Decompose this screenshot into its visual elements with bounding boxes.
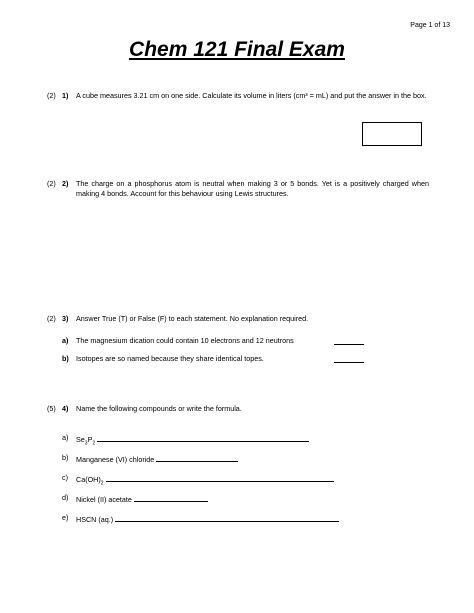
q3-item-letter: b) — [62, 354, 69, 363]
answer-line[interactable] — [134, 493, 208, 502]
q4-item-c — [76, 473, 334, 488]
answer-line[interactable] — [156, 453, 238, 462]
q3-marks: (2) — [47, 314, 56, 323]
q3-item-text: Isotopes are so named because they share identical topes. — [76, 354, 264, 363]
q3-text: Answer True (T) or False (F) to each statement. No explanation required. — [76, 314, 309, 323]
page-title: Chem 121 Final Exam — [129, 38, 345, 61]
answer-line[interactable] — [97, 433, 309, 442]
q3-item-text: The magnesium dication could contain 10 electrons and 12 neutrons — [76, 336, 294, 345]
formula-part: Ca(OH) — [76, 475, 101, 484]
answer-line[interactable] — [115, 513, 339, 522]
q4-item-letter: c) — [62, 473, 68, 482]
q4-item-a — [76, 433, 309, 448]
formula-subscript: 3 — [84, 440, 88, 447]
q4-text: Name the following compounds or write the formula. — [76, 404, 242, 413]
q2-text: The charge on a phosphorus atom is neutral when making 3 or 5 bonds. Yet is a positively charged when making 4 bonds. Account for this behaviour using Lewis structures. — [76, 179, 429, 198]
compound-name: HSCN (aq.) — [76, 515, 114, 524]
formula-subscript: 2 — [92, 440, 96, 447]
q3-item-letter: a) — [62, 336, 69, 345]
q4-item-e — [76, 513, 339, 525]
page-number: Page 1 of 13 — [410, 22, 450, 29]
q4-number: 4) — [62, 404, 69, 413]
answer-blank[interactable] — [334, 354, 364, 363]
compound-name: Nickel (II) acetate — [76, 495, 132, 504]
formula-subscript: 2 — [100, 480, 104, 487]
answer-box[interactable] — [362, 122, 422, 146]
q4-item-b — [76, 453, 238, 465]
answer-blank[interactable] — [334, 336, 364, 345]
q4-item-letter: a) — [62, 433, 69, 442]
q4-marks: (5) — [47, 404, 56, 413]
formula-part: Se — [76, 435, 85, 444]
q1-text: A cube measures 3.21 cm on one side. Calculate its volume in liters (cm³ = mL) and put the answer in the box. — [76, 91, 427, 100]
compound-name: Manganese (VI) chloride — [76, 455, 155, 464]
q1-number: 1) — [62, 91, 69, 100]
q1-marks: (2) — [47, 91, 56, 100]
q4-item-letter: e) — [62, 513, 69, 522]
q4-item-letter: d) — [62, 493, 69, 502]
q4-item-letter: b) — [62, 453, 69, 462]
q2-marks: (2) — [47, 179, 56, 188]
formula-part: P — [87, 435, 93, 444]
q2-number: 2) — [62, 179, 69, 188]
answer-line[interactable] — [106, 473, 334, 482]
q4-item-d — [76, 493, 208, 505]
q3-number: 3) — [62, 314, 69, 323]
